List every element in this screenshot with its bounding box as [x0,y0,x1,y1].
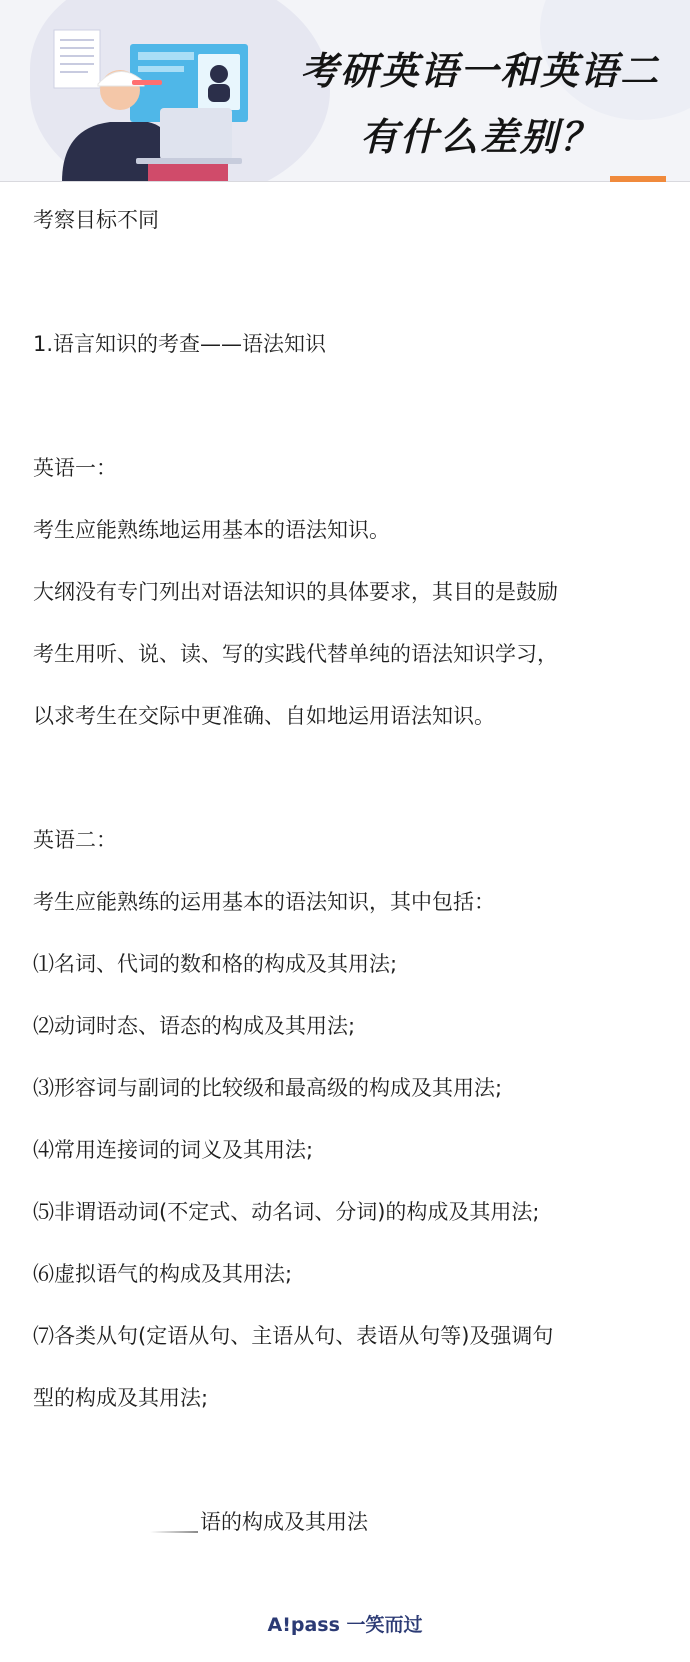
paragraph-line: 考生应能熟练的运用基本的语法知识，其中包括： [33,890,495,914]
accent-bar [610,176,666,182]
paragraph-line: 考生应能熟练地运用基本的语法知识。 [33,518,390,542]
list-item: 型的构成及其用法; [33,1386,209,1410]
paragraph-label: 英语二： [33,828,117,852]
list-item: ⑴名词、代词的数和格的构成及其用法; [33,952,398,976]
paragraph-line: 以求考生在交际中更准确、自如地运用语法知识。 [33,704,495,728]
paragraph-label: 英语一： [33,456,117,480]
list-item: ⑺各类从句(定语从句、主语从句、表语从句等)及强调句 [33,1324,554,1348]
list-item: ⑵动词时态、语态的构成及其用法; [33,1014,356,1038]
list-item: ⑹虚拟语气的构成及其用法; [33,1262,293,1286]
list-item: ⑶形容词与副词的比较级和最高级的构成及其用法; [33,1076,503,1100]
student-laptop-illustration [48,24,278,182]
paragraph-line: 大纲没有专门列出对语法知识的具体要求，其目的是鼓励 [33,580,558,604]
list-item: 语的构成及其用法 [200,1510,368,1534]
list-item: ⑸非谓语动词(不定式、动名词、分词)的构成及其用法; [33,1200,540,1224]
header-banner [0,0,690,182]
paragraph-line: 考生用听、说、读、写的实践代替单纯的语法知识学习， [33,642,558,666]
banner-title [285,38,675,170]
subsection-heading: 1.语言知识的考查——语法知识 [33,332,327,356]
brand-watermark: A!pass 一笑而过 [267,1614,423,1636]
list-item: ⑷常用连接词的词义及其用法; [33,1138,314,1162]
banner-title-line: 有什么差别？ [359,115,600,159]
banner-title-line: 考研英语一和英语二 [299,49,660,93]
divider [0,181,690,182]
fade-edge [150,1531,198,1533]
section-heading: 考察目标不同 [33,208,159,232]
